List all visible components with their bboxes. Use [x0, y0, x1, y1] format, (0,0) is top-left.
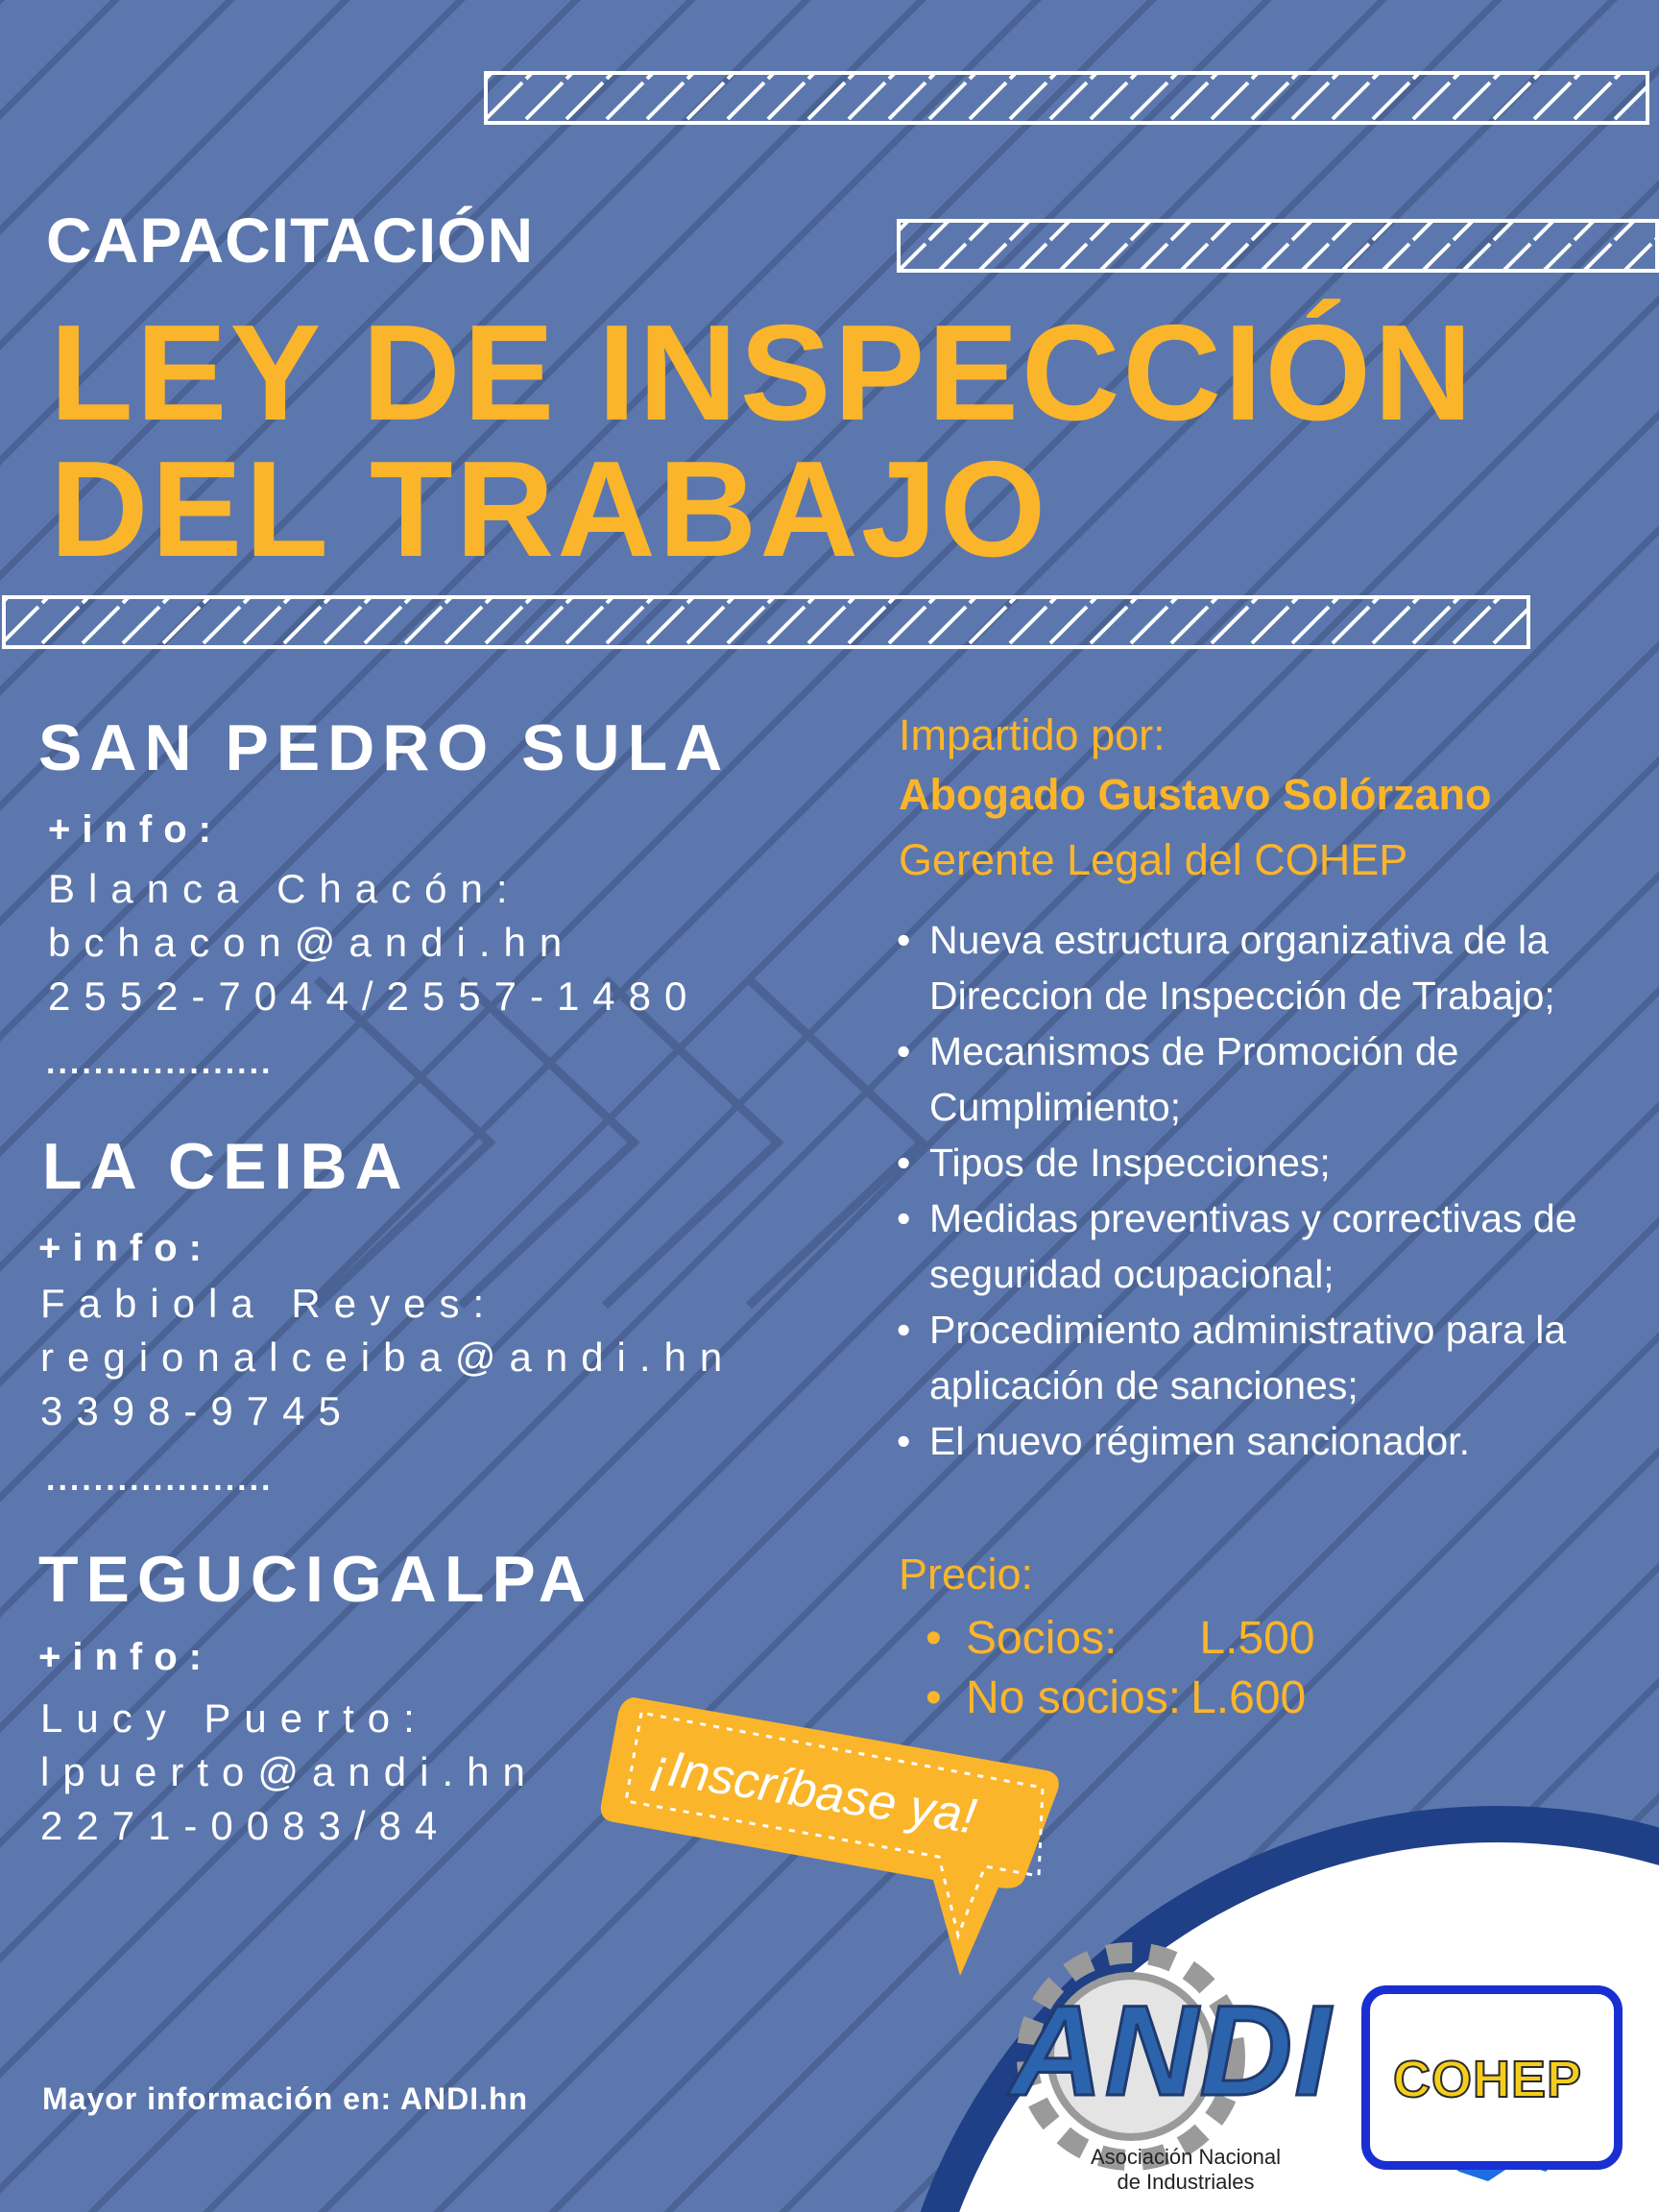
contact-email[interactable]: lpuerto@andi.hn — [40, 1749, 539, 1794]
hatched-band-top — [486, 73, 1647, 123]
footer-more-info[interactable]: Mayor información en: ANDI.hn — [42, 2081, 529, 2116]
contact-phone: 2552-7044/2557-1480 — [48, 974, 701, 1019]
price-name: Socios: — [966, 1613, 1118, 1664]
page-title — [50, 297, 1476, 586]
cohep-logo — [1361, 1985, 1623, 2170]
cohep-logo-wordmark: COHEP — [1393, 2051, 1583, 2108]
contact-name: Fabiola Reyes: — [40, 1281, 498, 1326]
info-label-spd: +info: — [48, 808, 223, 851]
contact-phone: 3398-9745 — [40, 1388, 354, 1433]
hatched-band-middle — [899, 221, 1657, 271]
price-label: Precio: — [899, 1550, 1034, 1599]
price-item-no-socios — [922, 1669, 1498, 1728]
title-line-2: DEL TRABAJO — [50, 433, 1049, 586]
contact-block-spd — [48, 862, 700, 1023]
info-label-tgu: +info: — [38, 1636, 213, 1678]
info-label-ceiba: +info: — [38, 1227, 213, 1269]
price-list — [922, 1609, 1498, 1728]
contact-email[interactable]: regionalceiba@andi.hn — [40, 1334, 736, 1380]
speaker-name: Abogado Gustavo Solórzano — [899, 770, 1492, 819]
title-line-1: LEY DE INSPECCIÓN — [50, 297, 1476, 449]
list-item: • Tipos de Inspecciones; — [893, 1135, 1623, 1190]
hatched-band-bottom — [4, 597, 1528, 647]
andi-logo-wordmark: ANDI — [1010, 1980, 1333, 2123]
page-subtitle: CAPACITACIÓN — [46, 204, 535, 276]
price-value: L.500 — [1199, 1613, 1315, 1664]
speaker-intro: Impartido por: — [899, 710, 1166, 759]
dotted-separator: ................... — [46, 1461, 274, 1498]
city-san-pedro-sula: SAN PEDRO SULA — [38, 711, 731, 784]
list-item: • El nuevo régimen sancionador. — [893, 1413, 1623, 1469]
contact-block-tgu — [40, 1692, 539, 1853]
contact-name: Blanca Chacón: — [48, 866, 521, 911]
list-item: • Medidas preventivas y correctivas de seguridad ocupacional; — [893, 1190, 1623, 1302]
speaker-role: Gerente Legal del COHEP — [899, 835, 1408, 884]
andi-caption-line-2: de Industriales — [1117, 2170, 1255, 2194]
andi-caption-line-1: Asociación Nacional — [1090, 2145, 1282, 2169]
contact-block-ceiba — [40, 1277, 735, 1438]
contact-phone: 2271-0083/84 — [40, 1803, 451, 1848]
list-item: • Mecanismos de Promoción de Cumplimiento; — [893, 1023, 1623, 1135]
price-name: No socios: — [966, 1672, 1182, 1723]
price-value: L.600 — [1190, 1672, 1307, 1723]
andi-logo-caption — [1056, 2145, 1315, 2195]
topics-list — [893, 912, 1623, 1469]
register-now-button[interactable]: ¡Inscríbase ya! — [647, 1738, 980, 1845]
city-la-ceiba: LA CEIBA — [42, 1130, 410, 1203]
contact-name: Lucy Puerto: — [40, 1695, 428, 1741]
list-item: • Procedimiento administrativo para la aplicación de sanciones; — [893, 1302, 1623, 1413]
price-item-socios — [922, 1609, 1498, 1669]
contact-email[interactable]: bchacon@andi.hn — [48, 920, 576, 965]
dotted-separator: ................... — [46, 1045, 274, 1081]
city-tegucigalpa: TEGUCIGALPA — [38, 1543, 593, 1616]
list-item: • Nueva estructura organizativa de la Direccion de Inspección de Trabajo; — [893, 912, 1623, 1023]
